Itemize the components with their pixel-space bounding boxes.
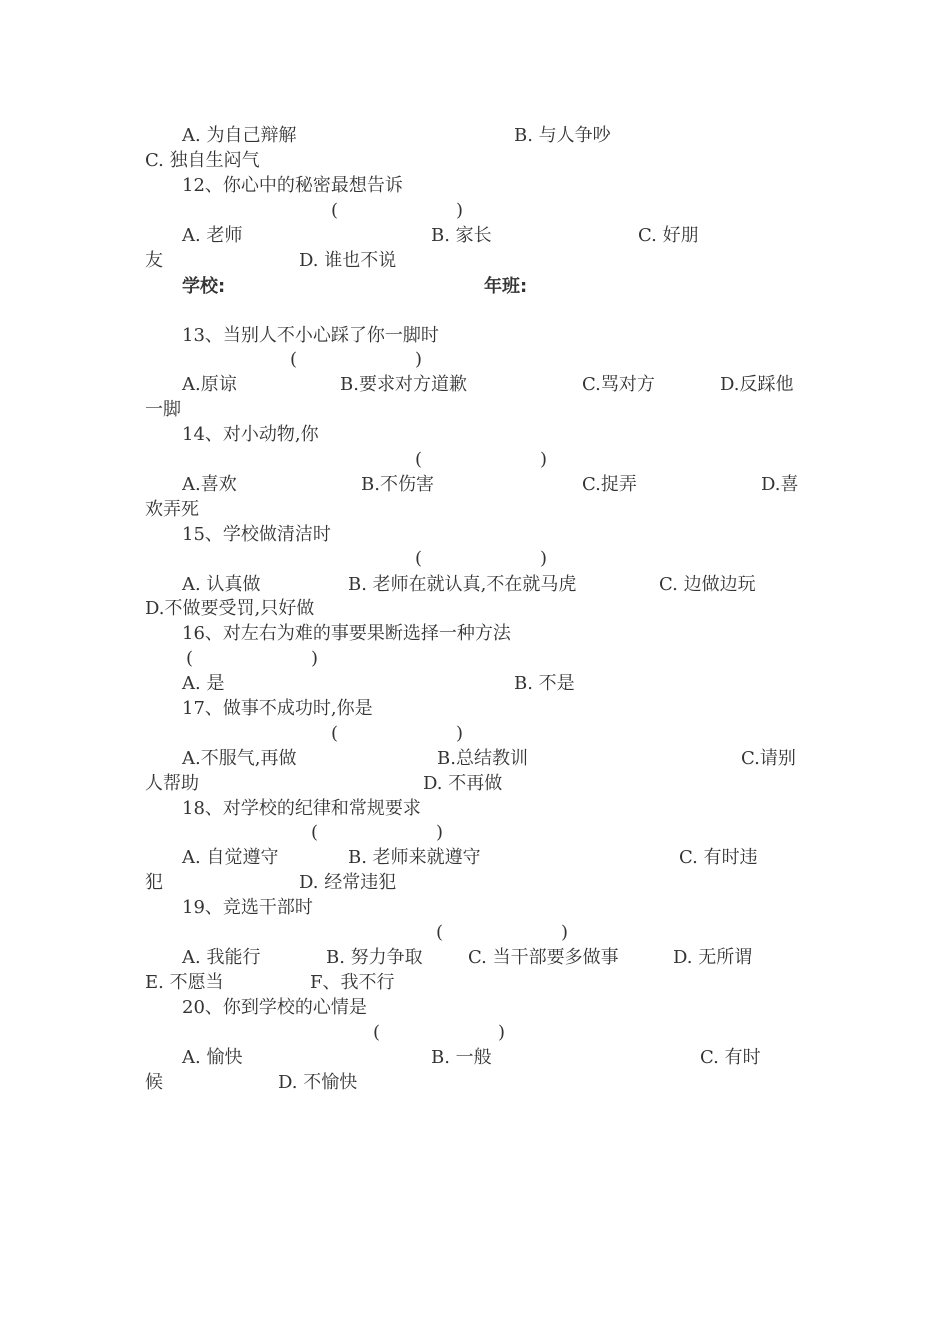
q19-option-a: A. 我能行 [182,947,261,968]
q20-answer-paren-close: ) [498,1022,506,1043]
q15-option-c: C. 边做边玩 [659,574,756,595]
q15-option-a: A. 认真做 [182,574,261,595]
q14-option-d: D.喜 [761,474,799,495]
q17-option-d: D. 不再做 [423,773,503,794]
q13-option-c: C.骂对方 [582,374,655,395]
q20-option-d: D. 不愉快 [278,1072,358,1093]
q19-answer-paren-close: ) [561,922,569,943]
q16-answer-paren-open: ( [186,648,194,669]
q19-option-f: F、我不行 [310,972,395,993]
q12-option-a: A. 老师 [182,225,243,246]
q17-option-c-wrap: 人帮助 [145,773,199,794]
q17-option-c: C.请别 [741,748,796,769]
q18-option-b: B. 老师来就遵守 [348,847,481,868]
q12-option-d: D. 谁也不说 [299,250,397,271]
q12-answer-paren-close: ) [456,200,464,221]
q17-question: 17、做事不成功时,你是 [182,698,373,719]
q20-option-a: A. 愉快 [182,1047,243,1068]
q15-option-b: B. 老师在就认真,不在就马虎 [348,574,577,595]
q20-option-c-wrap: 候 [145,1072,163,1093]
q11-option-a: A. 为自己辩解 [182,125,297,146]
q13-answer-paren-open: ( [290,349,298,370]
q12-option-b: B. 家长 [431,225,492,246]
q18-question: 18、对学校的纪律和常规要求 [182,798,421,819]
q13-option-b: B.要求对方道歉 [340,374,467,395]
school-label: 学校: [182,276,226,297]
q17-answer-paren-close: ) [456,723,464,744]
q16-question: 16、对左右为难的事要果断选择一种方法 [182,623,511,644]
q17-answer-paren-open: ( [331,723,339,744]
q13-option-a: A.原谅 [182,374,237,395]
q20-option-b: B. 一般 [431,1047,492,1068]
q19-question: 19、竞选干部时 [182,897,313,918]
q16-answer-paren-close: ) [311,648,319,669]
q16-option-b: B. 不是 [514,673,575,694]
q13-option-d: D.反踩他 [720,374,794,395]
q13-option-d-wrap: 一脚 [145,399,181,420]
q19-option-d: D. 无所谓 [673,947,753,968]
q12-option-c: C. 好朋 [638,225,699,246]
q20-option-c: C. 有时 [700,1047,761,1068]
q18-option-a: A. 自觉遵守 [182,847,279,868]
q19-option-b: B. 努力争取 [326,947,423,968]
q14-question: 14、对小动物,你 [182,424,319,445]
q15-option-d: D.不做要受罚,只好做 [145,598,315,619]
q14-option-c: C.捉弄 [582,474,637,495]
q14-option-b: B.不伤害 [361,474,434,495]
q17-option-a: A.不服气,再做 [182,748,297,769]
q15-answer-paren-open: ( [415,548,423,569]
q15-question: 15、学校做清洁时 [182,524,331,545]
q14-answer-paren-close: ) [540,449,548,470]
q16-option-a: A. 是 [182,673,225,694]
q19-answer-paren-open: ( [436,922,444,943]
q19-option-c: C. 当干部要多做事 [468,947,619,968]
q14-answer-paren-open: ( [415,449,423,470]
q20-question: 20、你到学校的心情是 [182,997,367,1018]
q15-answer-paren-close: ) [540,548,548,569]
q11-option-b: B. 与人争吵 [514,125,611,146]
q17-option-b: B.总结教训 [437,748,528,769]
q12-option-c-wrap: 友 [145,250,163,271]
q11-option-c: C. 独自生闷气 [145,150,260,171]
q18-answer-paren-open: ( [311,822,319,843]
class-label: 年班: [484,276,528,297]
q13-question: 13、当别人不小心踩了你一脚时 [182,325,439,346]
q14-option-d-wrap: 欢弄死 [145,499,199,520]
q19-option-e: E. 不愿当 [145,972,224,993]
q12-question: 12、你心中的秘密最想告诉 [182,175,403,196]
q12-answer-paren-open: ( [331,200,339,221]
q18-option-c-wrap: 犯 [145,872,163,893]
q18-answer-paren-close: ) [436,822,444,843]
q18-option-d: D. 经常违犯 [299,872,397,893]
q20-answer-paren-open: ( [373,1022,381,1043]
q14-option-a: A.喜欢 [182,474,237,495]
q18-option-c: C. 有时违 [679,847,758,868]
q13-answer-paren-close: ) [415,349,423,370]
